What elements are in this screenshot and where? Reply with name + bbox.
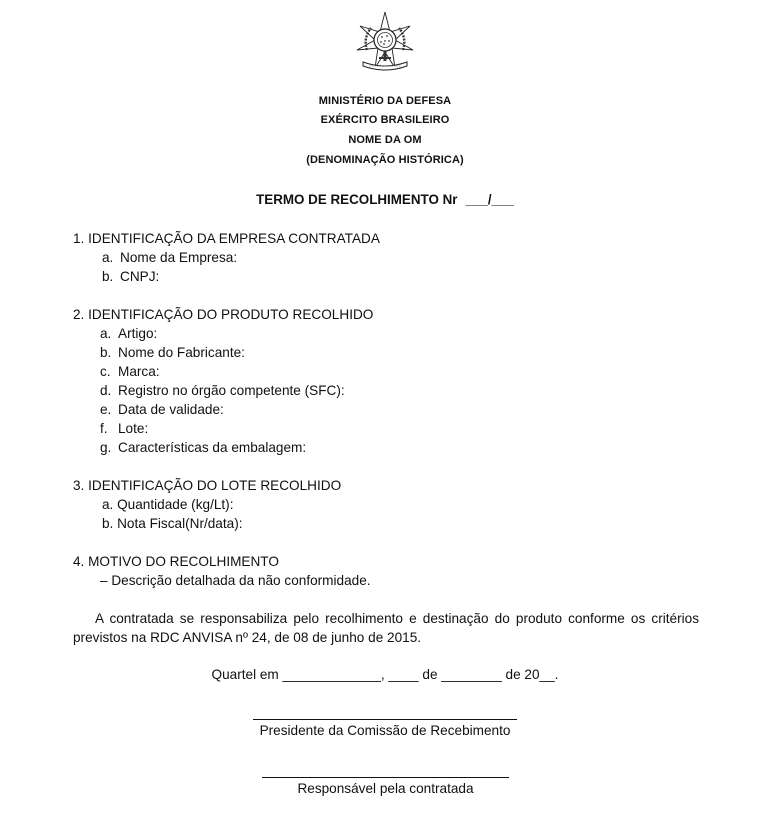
list-item: Nome do Fabricante: <box>118 345 245 360</box>
list-item: Artigo: <box>118 326 158 341</box>
list-item: CNPJ: <box>120 269 160 284</box>
list-item: b. Nota Fiscal(Nr/data): <box>102 516 243 531</box>
list-item-letter: g. <box>100 440 112 455</box>
signature-label-contractor: Responsável pela contratada <box>297 781 474 796</box>
list-item-letter: a. <box>100 326 112 341</box>
list-item-letter: c. <box>100 364 111 379</box>
army-name: EXÉRCITO BRASILEIRO <box>320 114 450 126</box>
list-item-letter: d. <box>100 383 112 398</box>
list-item: Nome da Empresa: <box>120 250 238 265</box>
signature-line <box>253 719 517 720</box>
list-item-letter: f. <box>100 421 108 436</box>
list-item: Registro no órgão competente (SFC): <box>118 383 345 398</box>
document-number-blank: ___/___ <box>465 192 514 207</box>
document-title-text: TERMO DE RECOLHIMENTO Nr <box>256 192 458 207</box>
historic-name: (DENOMINAÇÃO HISTÓRICA) <box>306 154 464 166</box>
place-date-line: Quartel em _____________, ____ de ________ de 20__. <box>211 667 559 682</box>
list-item: Lote: <box>118 421 149 436</box>
list-item: Data de validade: <box>118 402 224 417</box>
section-heading: 3. IDENTIFICAÇÃO DO LOTE RECOLHIDO <box>73 478 342 493</box>
ministry-name: MINISTÉRIO DA DEFESA <box>318 95 452 107</box>
list-item: a. Quantidade (kg/Lt): <box>102 497 234 512</box>
section-heading: 1. IDENTIFICAÇÃO DA EMPRESA CONTRATADA <box>73 231 380 246</box>
list-item: – Descrição detalhada da não conformidade. <box>100 573 371 588</box>
list-item-letter: b. <box>102 269 114 284</box>
signature-label-commission: Presidente da Comissão de Recebimento <box>259 723 511 738</box>
om-name: NOME DA OM <box>348 134 422 146</box>
section-heading: 2. IDENTIFICAÇÃO DO PRODUTO RECOLHIDO <box>73 307 374 322</box>
list-item: Marca: <box>118 364 160 379</box>
document-title <box>0 192 770 207</box>
list-item-letter: a. <box>102 250 114 265</box>
section-heading: 4. MOTIVO DO RECOLHIMENTO <box>73 554 279 569</box>
signature-line <box>262 777 509 778</box>
declaration-paragraph: A contratada se responsabiliza pelo recolhimento e destinação do produto conforme os critérios previstos na RDC ANVISA nº 24, de 08 de junho de 2015. <box>73 611 699 645</box>
list-item-letter: e. <box>100 402 112 417</box>
coat-of-arms-icon <box>353 10 417 74</box>
list-item: Características da embalagem: <box>118 440 307 455</box>
list-item-letter: b. <box>100 345 112 360</box>
